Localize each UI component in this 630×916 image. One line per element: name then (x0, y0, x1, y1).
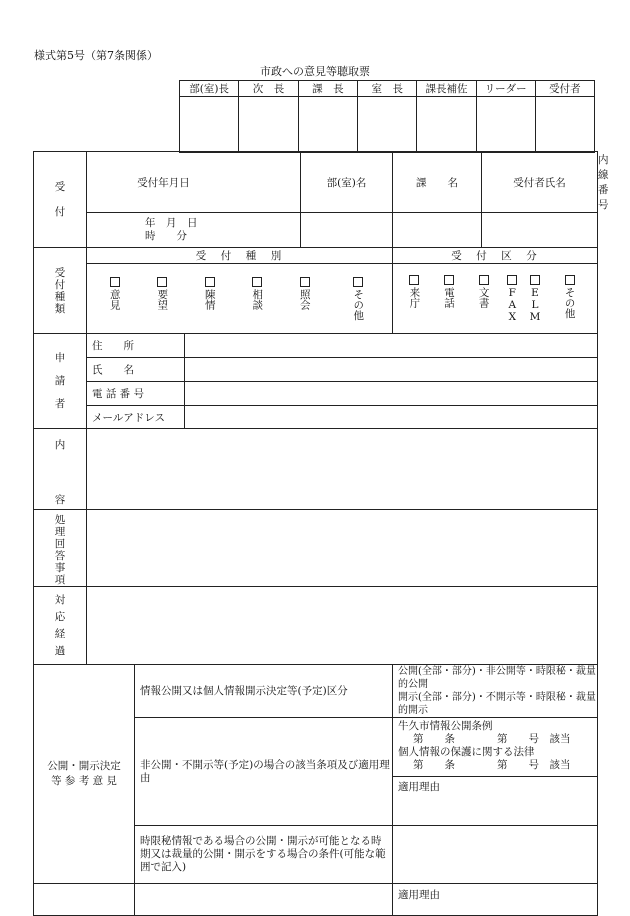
reception-side-label: 受 付 (34, 152, 87, 248)
time-line: 時 分 (145, 230, 187, 242)
type-options (87, 264, 393, 334)
form-title: 市政への意見等聴取票 (260, 65, 370, 78)
channel-option-visit[interactable]: 来庁 (402, 275, 426, 323)
type-header: 受 付 種 別 (87, 248, 393, 264)
checkbox[interactable] (205, 277, 215, 287)
type-option-opinion[interactable]: 意見 (103, 277, 127, 321)
nondisclosure-clause-label: 非公開・不開示等(予定)の場合の該当条項及び適用理由 (135, 718, 393, 826)
address-label: 住 所 (87, 334, 185, 358)
channel-header: 受 付 区 分 (393, 248, 598, 264)
reception-date-header: 受付年月日 (87, 152, 301, 213)
type-option-request[interactable]: 要望 (150, 277, 174, 321)
channel-option-elm[interactable]: ELM (529, 275, 541, 323)
checkbox[interactable] (507, 275, 517, 285)
checkbox[interactable] (157, 277, 167, 287)
receiver-name-header: 受付者氏名 (482, 152, 598, 213)
privacy-law-name: 個人情報の保護に関する法律 (398, 746, 535, 758)
progress-field[interactable] (87, 587, 598, 665)
extra-left-cell[interactable] (34, 884, 135, 916)
stamp-box[interactable] (239, 97, 298, 153)
time-limit-condition-label: 時限秘情報である場合の公開・開示が可能となる時期又は裁量的公開・開示をする場合の条件(可能な範囲で記入) (135, 826, 393, 884)
content-side-label: 内 容 (34, 429, 87, 510)
progress-side-label: 対 応 経 過 (34, 587, 87, 665)
checkbox[interactable] (530, 275, 540, 285)
extra-middle-cell[interactable] (135, 884, 393, 916)
disclosure-category-value[interactable] (393, 665, 598, 718)
content-field[interactable] (87, 429, 598, 510)
email-field[interactable] (185, 406, 598, 429)
channel-options (393, 264, 598, 334)
checkbox[interactable] (479, 275, 489, 285)
checkbox[interactable] (110, 277, 120, 287)
phone-field[interactable] (185, 382, 598, 406)
section-cell[interactable] (393, 213, 482, 248)
approval-stamp-table (179, 80, 595, 153)
disclosure-category-label: 情報公開又は個人情報開示決定等(予定)区分 (135, 665, 393, 718)
reason-label: 適用理由 (393, 776, 597, 825)
stamp-box[interactable] (417, 97, 476, 153)
stamp-box[interactable] (358, 97, 417, 153)
approval-header: 次 長 (239, 81, 298, 97)
checkbox[interactable] (444, 275, 454, 285)
type-option-other[interactable]: その他 (340, 277, 376, 321)
approval-header: 課 長 (298, 81, 357, 97)
processing-side-label: 処 理 回 答 事 項 (34, 510, 87, 587)
type-option-petition[interactable]: 陳情 (198, 277, 222, 321)
main-form-table: 受 付 受付年月日 部(室)名 課 名 受付者氏名 内線番号 年 月 日 時 分 受 付 種 類 受 付 種 別 受 付 区 分 意見 要望 陳情 相談 照会 その他 来庁 電話 文書 FAX ELM その他 申 請 者 住 所 氏 名 電 話 番 号 メールアドレス 内 容 処 理 回 答 事 項 対 応 経 過 公開・開示決定 等 参 考 意 見 情報公開又は個人情報開示決定等(予定)区分 公開(全部・部分)・非公開等・時限秘・裁量的公開 開示(全部・部分)・不開示等・時限秘・裁量的開示 非公開・不開示等(予定)の場合の該当条項及び適用理由 牛久市情報公開条例 第 条 第 号 該当 個人情報の保護に関する法律 第 条 第 号 該当 適用理由 時限秘情報である場合の公開・開示が可能となる時期又は裁量的公開・開示をする場合の条件(可能な範囲で記入) 適用理由 (33, 151, 598, 916)
date-line: 年 月 日 (145, 217, 198, 229)
email-label: メールアドレス (87, 406, 185, 429)
channel-option-other[interactable]: その他 (552, 275, 588, 323)
stamp-box[interactable] (535, 97, 594, 153)
applicable-clause-cell[interactable] (393, 718, 598, 826)
stamp-box[interactable] (476, 97, 535, 153)
kind-side-label: 受 付 種 類 (34, 248, 87, 334)
type-option-inquiry[interactable]: 照会 (293, 277, 317, 321)
processing-field[interactable] (87, 510, 598, 587)
type-option-consultation[interactable]: 相談 (245, 277, 269, 321)
applicant-side-label: 申 請 者 (34, 334, 87, 429)
checkbox[interactable] (353, 277, 363, 287)
checkbox[interactable] (252, 277, 262, 287)
receiver-name-cell[interactable] (482, 213, 598, 248)
stamp-box[interactable] (298, 97, 357, 153)
department-cell[interactable] (301, 213, 393, 248)
privacy-article-line: 第 条 第 号 該当 (413, 759, 571, 771)
approval-header: リーダー (476, 81, 535, 97)
approval-header: 室 長 (358, 81, 417, 97)
approval-header: 部(室)長 (180, 81, 239, 97)
channel-option-phone[interactable]: 電話 (437, 275, 461, 323)
approval-header: 受付者 (535, 81, 594, 97)
phone-label: 電 話 番 号 (87, 382, 185, 406)
name-label: 氏 名 (87, 358, 185, 382)
name-field[interactable] (185, 358, 598, 382)
checkbox[interactable] (565, 275, 575, 285)
address-field[interactable] (185, 334, 598, 358)
ordinance-name: 牛久市情報公開条例 (398, 720, 493, 732)
channel-option-document[interactable]: 文書 (472, 275, 496, 323)
disclosure-side-label: 公開・開示決定 等 参 考 意 見 (34, 665, 135, 884)
time-limit-condition-field[interactable] (393, 826, 598, 884)
ordinance-article-line: 第 条 第 号 該当 (413, 733, 571, 745)
approval-header: 課長補佐 (417, 81, 476, 97)
channel-option-fax[interactable]: FAX (506, 275, 518, 323)
stamp-box[interactable] (180, 97, 239, 153)
extra-reason-label: 適用理由 (393, 884, 598, 916)
checkbox[interactable] (409, 275, 419, 285)
disclosure-option-personal: 開示(全部・部分)・不開示等・時限秘・裁量的開示 (398, 692, 596, 716)
reception-date-cell[interactable] (87, 213, 301, 248)
disclosure-option-public: 公開(全部・部分)・非公開等・時限秘・裁量的公開 (398, 666, 596, 690)
department-header: 部(室)名 (301, 152, 393, 213)
checkbox[interactable] (300, 277, 310, 287)
section-header: 課 名 (393, 152, 482, 213)
form-number: 様式第5号（第7条関係） (34, 49, 158, 62)
